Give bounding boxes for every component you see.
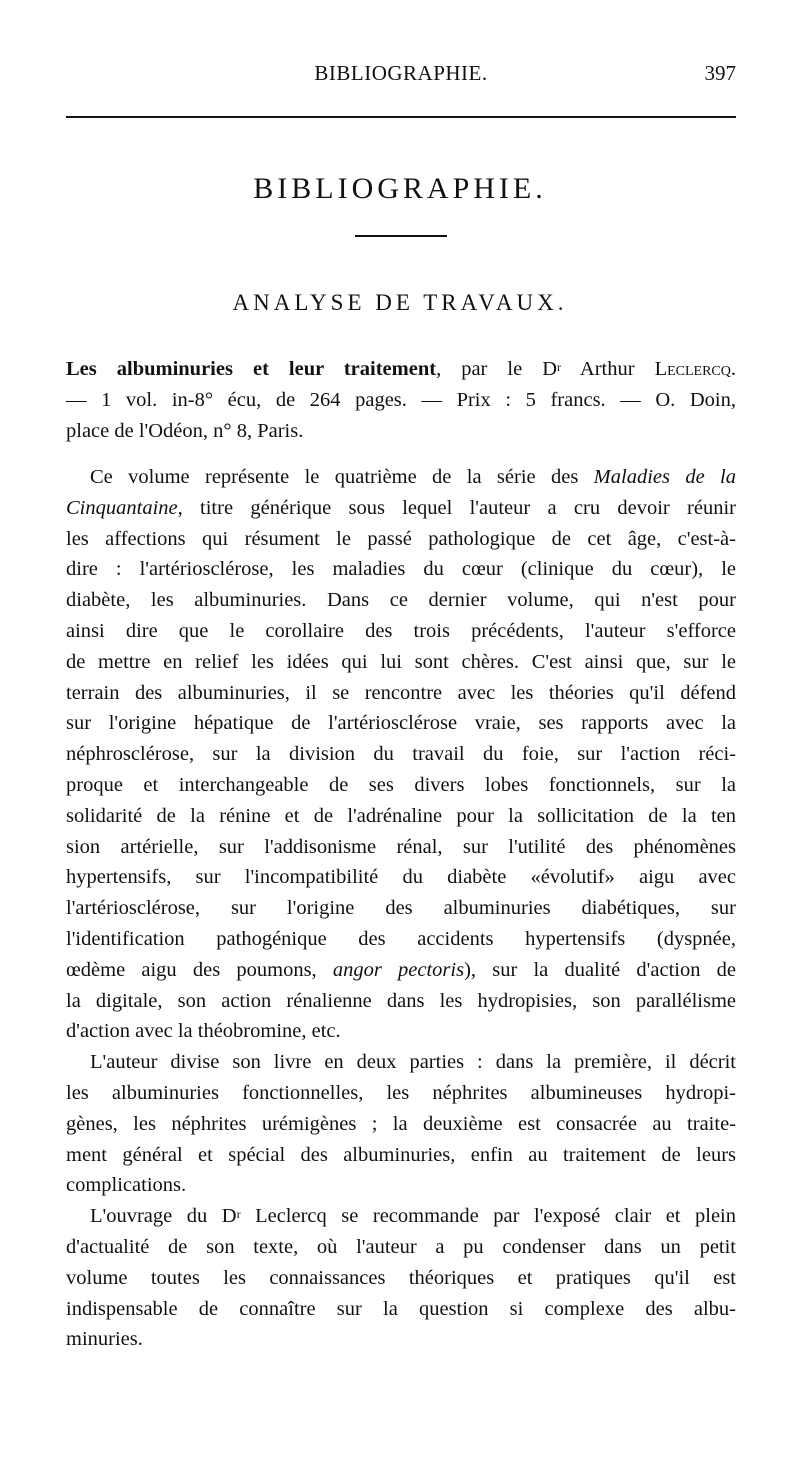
- p3-line: indispensable de connaître sur la question si complexe des albu-: [66, 1297, 736, 1320]
- p1-line: l'artériosclérose, sur l'origine des albuminuries diabétiques, sur: [66, 897, 736, 920]
- running-title: BIBLIOGRAPHIE.: [314, 61, 488, 85]
- p1-line: ainsi dire que le corollaire des trois précédents, l'auteur s'efforce: [66, 619, 736, 642]
- p1-line: néphrosclérose, sur la division du travail du foie, sur l'action réci-: [66, 743, 736, 766]
- page-number: 397: [704, 61, 736, 85]
- section-title: ANALYSE DE TRAVAUX.: [232, 290, 568, 315]
- p1-line: les affections qui résument le passé pathologique de cet âge, c'est-à-: [66, 527, 736, 550]
- p1-line: Ce volume représente le quatrième de la série des Maladies de la: [90, 466, 736, 488]
- p1-line: terrain des albuminuries, il se rencontre avec les théories qu'il défend: [66, 681, 736, 704]
- paragraph-2: [66, 1047, 736, 1201]
- p3-line: minuries.: [66, 1328, 143, 1351]
- entry-line-3: place de l'Odéon, n° 8, Paris.: [66, 420, 304, 442]
- p1-line: proque et interchangeable de ses divers lobes fonctionnels, sur la: [66, 773, 736, 796]
- p1-line: hypertensifs, sur l'incompatibilité du diabète «évolutif» aigu avec: [66, 866, 736, 889]
- p1-line: l'identification pathogénique des accidents hypertensifs (dyspnée,: [66, 927, 736, 950]
- p2-line: L'auteur divise son livre en deux parties : dans la première, il décrit: [90, 1051, 736, 1074]
- p1-line: dire : l'artériosclérose, les maladies du cœur (clinique du cœur), le: [66, 558, 736, 581]
- header-rule: [66, 116, 736, 118]
- p2-line: les albuminuries fonctionnelles, les néphrites albumineuses hydropi-: [66, 1081, 736, 1104]
- p1-line: diabète, les albuminuries. Dans ce dernier volume, qui n'est pour: [66, 589, 736, 612]
- p1-line: d'action avec la théobromine, etc.: [66, 1020, 341, 1043]
- entry-line-1: Les albuminuries et leur traitement, par le $D^r$ Arthur Leclercq.: [66, 358, 737, 380]
- entry-line-2: — 1 vol. in-8° écu, de 264 pages. — Prix : 5 francs. — O. Doin,: [66, 389, 736, 411]
- p1-line: la digitale, son action rénalienne dans les hydropisies, son parallélisme: [66, 989, 736, 1012]
- p1-line: solidarité de la rénine et de l'adrénaline pour la sollicitation de la ten: [66, 804, 736, 827]
- p1-line: œdème aigu des poumons, angor pectoris), sur la dualité d'action de: [66, 958, 736, 981]
- main-title: BIBLIOGRAPHIE.: [253, 172, 547, 205]
- paragraph-1: [66, 462, 736, 1047]
- work-title: Les albuminuries et leur traitement: [66, 358, 437, 380]
- review-body: [66, 462, 736, 1355]
- p2-line: gènes, les néphrites urémigènes ; la deuxième est consacrée au traite-: [66, 1112, 736, 1135]
- p3-line: volume toutes les connaissances théoriques et pratiques qu'il est: [66, 1266, 736, 1289]
- paragraph-3: [66, 1201, 736, 1355]
- bibliographic-entry: [66, 354, 736, 447]
- p2-line: ment général et spécial des albuminuries, enfin au traitement de leurs: [66, 1143, 736, 1166]
- p2-line: complications.: [66, 1174, 187, 1197]
- p1-line: sion artérielle, sur l'addisonisme rénal, sur l'utilité des phénomènes: [66, 835, 736, 858]
- author-name: Leclercq.: [654, 358, 737, 380]
- p1-line: Cinquantaine, titre générique sous lequel l'auteur a cru devoir réunir: [66, 496, 736, 519]
- p1-line: de mettre en relief les idées qui lui sont chères. C'est ainsi que, sur le: [66, 650, 736, 673]
- p3-line: d'actualité de son texte, où l'auteur a pu condenser dans un petit: [66, 1235, 736, 1258]
- p3-line: L'ouvrage du $D^r$ Leclercq se recommande par l'exposé clair et plein: [90, 1205, 736, 1228]
- p1-line: sur l'origine hépatique de l'artériosclérose vraie, ses rapports avec la: [66, 712, 736, 735]
- title-divider: [355, 235, 447, 237]
- running-header: [66, 58, 736, 92]
